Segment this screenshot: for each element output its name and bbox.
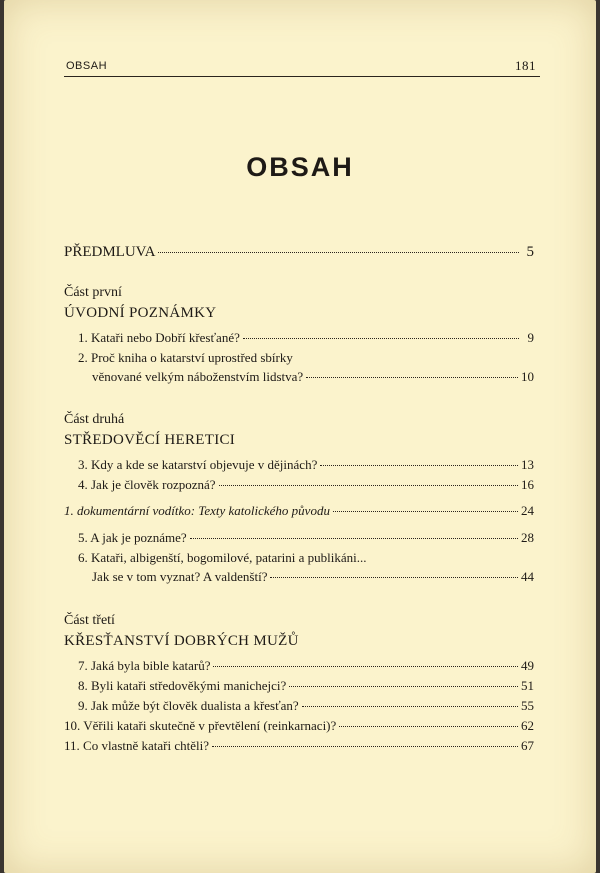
part-title: STŘEDOVĚCÍ HERETICI — [64, 432, 236, 448]
toc-entry-label: 1. dokumentární vodítko: Texty katolického původu — [64, 503, 330, 518]
toc-entry — [78, 698, 534, 714]
toc-entry — [78, 530, 534, 546]
dot-leader — [270, 577, 518, 578]
toc-entry-page: 16 — [521, 477, 534, 492]
part-label: Část třetí — [64, 613, 115, 628]
toc-entry-label: 3. Kdy a kde se katarství objevuje v dějinách? — [78, 457, 318, 472]
running-title: OBSAH — [66, 60, 108, 72]
toc-entry-preface — [64, 244, 534, 261]
toc-entry — [64, 718, 534, 734]
dot-leader — [219, 485, 518, 486]
toc-entry-page: 44 — [521, 569, 534, 584]
toc-entry — [78, 457, 534, 473]
toc-entry-page: 55 — [521, 698, 534, 713]
toc-entry-label-continued: věnované velkým náboženstvím lidstva? — [92, 369, 304, 384]
part-label: Část první — [64, 285, 122, 300]
toc-entry-label: 5. A jak je poznáme? — [78, 530, 187, 545]
dot-leader — [213, 666, 518, 667]
toc-entry-page: 28 — [521, 530, 534, 545]
toc-entry-page: 10 — [521, 369, 534, 384]
toc-entry-label: PŘEDMLUVA — [64, 244, 156, 260]
toc-entry — [92, 369, 534, 385]
toc-entry-label: 6. Kataři, albigenští, bogomilové, patarini a publikáni... — [78, 550, 367, 565]
toc-entry-page: 5 — [526, 244, 534, 260]
toc-entry-label-continued: Jak se v tom vyznat? A valdenští? — [92, 569, 268, 584]
part-label: Část druhá — [64, 412, 125, 427]
toc-entry — [92, 569, 534, 585]
toc-entry-document-guide — [64, 503, 534, 519]
part-title: KŘESŤANSTVÍ DOBRÝCH MUŽŮ — [64, 633, 299, 649]
toc-entry — [78, 658, 534, 674]
toc-entry-page: 67 — [521, 738, 534, 753]
toc-entry-page: 24 — [521, 503, 534, 518]
toc-entry-page: 13 — [521, 457, 534, 472]
toc-entry-page: 51 — [521, 678, 534, 693]
toc-entry-page: 49 — [521, 658, 534, 673]
page-title: OBSAH — [246, 152, 354, 182]
toc-entry — [78, 330, 534, 346]
dot-leader — [243, 338, 519, 339]
toc-entry-label: 2. Proč kniha o katarství uprostřed sbírky — [78, 350, 293, 365]
toc-entry-label: 7. Jaká byla bible katarů? — [78, 658, 211, 673]
dot-leader — [320, 465, 518, 466]
toc-entry-label: 4. Jak je člověk rozpozná? — [78, 477, 216, 492]
dot-leader — [306, 377, 518, 378]
dot-leader — [289, 686, 518, 687]
part-title: ÚVODNÍ POZNÁMKY — [64, 305, 217, 321]
dot-leader — [158, 252, 519, 253]
dot-leader — [190, 538, 518, 539]
toc-entry — [78, 678, 534, 694]
toc-entry-label: 11. Co vlastně kataři chtěli? — [64, 738, 209, 753]
toc-entry-page: 62 — [521, 718, 534, 733]
toc-entry — [64, 738, 534, 754]
toc-entry-label: 8. Byli kataři středověkými manichejci? — [78, 678, 287, 693]
toc-entry-page: 9 — [527, 330, 534, 345]
toc-entry-label: 1. Kataři nebo Dobří křesťané? — [78, 330, 240, 345]
toc-entry — [78, 477, 534, 493]
dot-leader — [212, 746, 518, 747]
page-number: 181 — [515, 58, 536, 73]
toc-entry-label: 9. Jak může být člověk dualista a křesťan? — [78, 698, 299, 713]
toc-entry-label: 10. Věřili kataři skutečně v převtělení (reinkarnaci)? — [64, 718, 337, 733]
dot-leader — [333, 511, 518, 512]
dot-leader — [302, 706, 518, 707]
dot-leader — [339, 726, 518, 727]
